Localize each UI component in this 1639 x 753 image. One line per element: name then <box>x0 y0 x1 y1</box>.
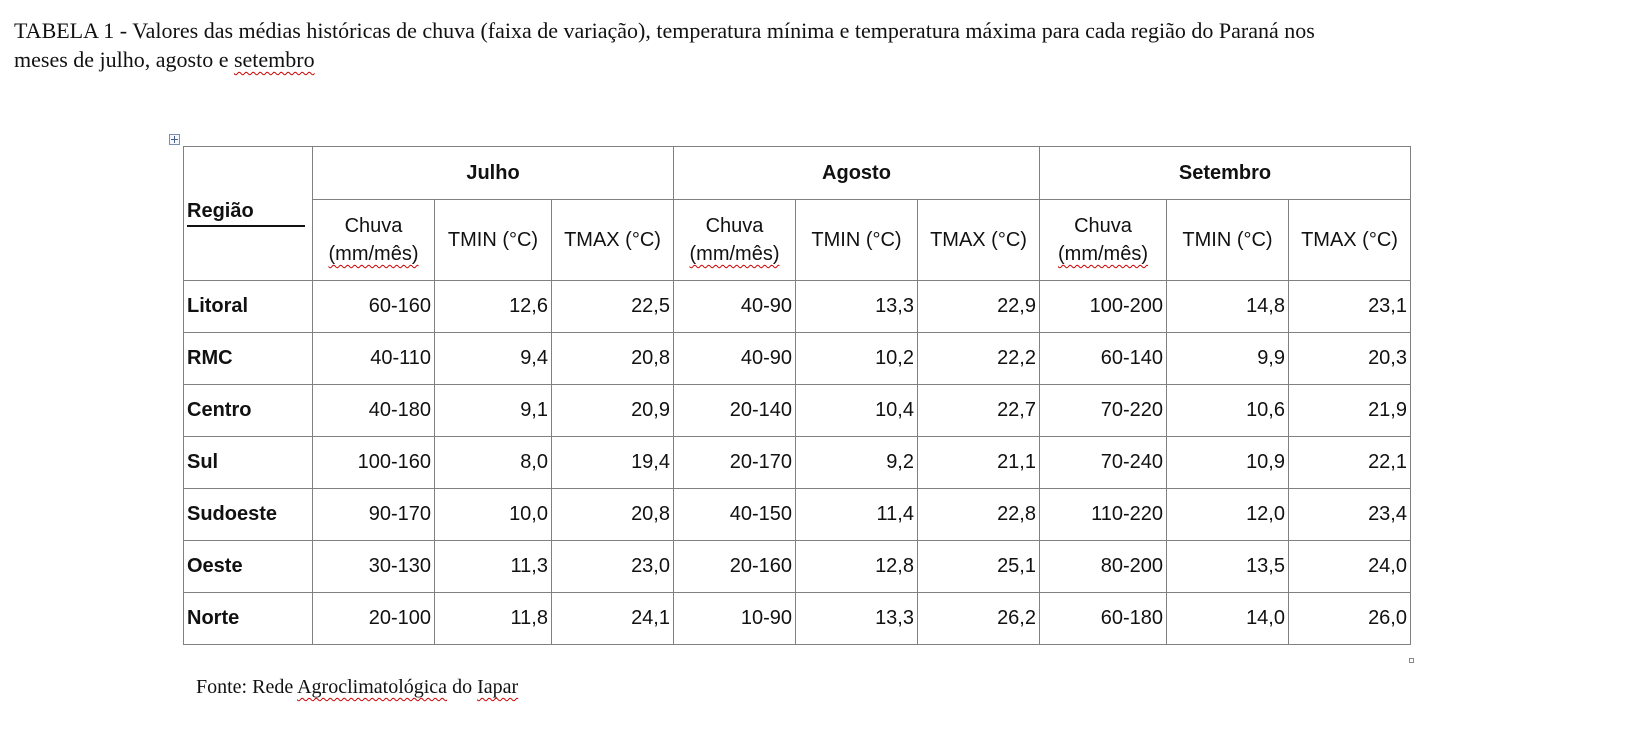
value-cell: 12,8 <box>796 541 918 593</box>
region-cell: RMC <box>184 333 313 385</box>
sub-header-row <box>184 200 1411 281</box>
region-cell: Sudoeste <box>184 489 313 541</box>
table-row <box>184 437 1411 489</box>
region-cell: Sul <box>184 437 313 489</box>
value-cell: 10,9 <box>1167 437 1289 489</box>
tmin-header: TMIN (°C) <box>435 200 552 281</box>
table-resize-handle[interactable] <box>1409 658 1414 663</box>
table-caption <box>14 16 1624 74</box>
source-org-name: Iapar <box>477 676 519 698</box>
value-cell: 22,7 <box>918 385 1040 437</box>
value-cell: 23,4 <box>1289 489 1411 541</box>
value-cell: 9,9 <box>1167 333 1289 385</box>
table-row <box>184 593 1411 645</box>
table-move-handle-icon[interactable] <box>169 134 180 145</box>
caption-line-2 <box>14 45 1624 74</box>
value-cell: 90-170 <box>313 489 435 541</box>
spellcheck-word: setembro <box>233 47 315 72</box>
value-cell: 23,0 <box>552 541 674 593</box>
month-header-setembro: Setembro <box>1040 147 1411 200</box>
table-row <box>184 489 1411 541</box>
value-cell: 11,4 <box>796 489 918 541</box>
value-cell: 13,5 <box>1167 541 1289 593</box>
region-cell: Centro <box>184 385 313 437</box>
region-cell: Litoral <box>184 281 313 333</box>
value-cell: 22,1 <box>1289 437 1411 489</box>
value-cell: 11,3 <box>435 541 552 593</box>
value-cell: 40-180 <box>313 385 435 437</box>
month-header-julho: Julho <box>313 147 674 200</box>
value-cell: 24,0 <box>1289 541 1411 593</box>
source-connector: do <box>447 676 478 698</box>
region-column-header <box>184 147 313 281</box>
table-row <box>184 333 1411 385</box>
caption-line-1: TABELA 1 - Valores das médias históricas de chuva (faixa de variação), temperatura mínima e temperatura máxima para cada região do Paraná nos <box>14 18 1315 43</box>
value-cell: 11,8 <box>435 593 552 645</box>
value-cell: 20,3 <box>1289 333 1411 385</box>
source-prefix: Fonte: Rede <box>196 676 298 698</box>
value-cell: 26,2 <box>918 593 1040 645</box>
value-cell: 70-240 <box>1040 437 1167 489</box>
value-cell: 26,0 <box>1289 593 1411 645</box>
tmin-header: TMIN (°C) <box>1167 200 1289 281</box>
value-cell: 60-160 <box>313 281 435 333</box>
value-cell: 80-200 <box>1040 541 1167 593</box>
tmax-header: TMAX (°C) <box>552 200 674 281</box>
tmax-header: TMAX (°C) <box>918 200 1040 281</box>
table-row <box>184 541 1411 593</box>
value-cell: 21,1 <box>918 437 1040 489</box>
tmin-header: TMIN (°C) <box>796 200 918 281</box>
value-cell: 22,8 <box>918 489 1040 541</box>
value-cell: 10,4 <box>796 385 918 437</box>
value-cell: 22,5 <box>552 281 674 333</box>
value-cell: 20-160 <box>674 541 796 593</box>
chuva-unit: (mm/mês) <box>689 243 780 265</box>
value-cell: 20-170 <box>674 437 796 489</box>
value-cell: 10,6 <box>1167 385 1289 437</box>
month-header-agosto: Agosto <box>674 147 1040 200</box>
value-cell: 100-200 <box>1040 281 1167 333</box>
value-cell: 19,4 <box>552 437 674 489</box>
value-cell: 21,9 <box>1289 385 1411 437</box>
region-cell: Norte <box>184 593 313 645</box>
chuva-label: Chuva <box>705 215 764 237</box>
value-cell: 13,3 <box>796 593 918 645</box>
value-cell: 13,3 <box>796 281 918 333</box>
table-row <box>184 385 1411 437</box>
value-cell: 10,0 <box>435 489 552 541</box>
chuva-unit: (mm/mês) <box>328 243 419 265</box>
caption-line-2-text: meses de julho, agosto e <box>14 47 234 72</box>
value-cell: 100-160 <box>313 437 435 489</box>
value-cell: 20,8 <box>552 333 674 385</box>
value-cell: 60-140 <box>1040 333 1167 385</box>
value-cell: 10-90 <box>674 593 796 645</box>
chuva-header <box>313 200 435 281</box>
chuva-header <box>674 200 796 281</box>
value-cell: 22,9 <box>918 281 1040 333</box>
value-cell: 60-180 <box>1040 593 1167 645</box>
table-body <box>184 281 1411 645</box>
value-cell: 30-130 <box>313 541 435 593</box>
region-cell: Oeste <box>184 541 313 593</box>
value-cell: 9,1 <box>435 385 552 437</box>
climate-table <box>183 146 1411 645</box>
tmax-header: TMAX (°C) <box>1289 200 1411 281</box>
value-cell: 9,4 <box>435 333 552 385</box>
chuva-label: Chuva <box>344 215 403 237</box>
value-cell: 24,1 <box>552 593 674 645</box>
chuva-header <box>1040 200 1167 281</box>
value-cell: 25,1 <box>918 541 1040 593</box>
table-row <box>184 281 1411 333</box>
value-cell: 12,0 <box>1167 489 1289 541</box>
value-cell: 70-220 <box>1040 385 1167 437</box>
value-cell: 40-150 <box>674 489 796 541</box>
value-cell: 20,8 <box>552 489 674 541</box>
chuva-label: Chuva <box>1074 215 1132 237</box>
value-cell: 12,6 <box>435 281 552 333</box>
value-cell: 14,8 <box>1167 281 1289 333</box>
value-cell: 40-110 <box>313 333 435 385</box>
value-cell: 22,2 <box>918 333 1040 385</box>
value-cell: 20-140 <box>674 385 796 437</box>
value-cell: 14,0 <box>1167 593 1289 645</box>
value-cell: 40-90 <box>674 333 796 385</box>
month-header-row <box>184 147 1411 200</box>
value-cell: 20-100 <box>313 593 435 645</box>
source-note <box>196 676 518 699</box>
value-cell: 110-220 <box>1040 489 1167 541</box>
source-org-word: Agroclimatológica <box>297 676 448 698</box>
value-cell: 23,1 <box>1289 281 1411 333</box>
value-cell: 40-90 <box>674 281 796 333</box>
region-header-label: Região <box>187 200 305 227</box>
value-cell: 20,9 <box>552 385 674 437</box>
chuva-unit: (mm/mês) <box>1058 243 1148 265</box>
value-cell: 10,2 <box>796 333 918 385</box>
value-cell: 9,2 <box>796 437 918 489</box>
value-cell: 8,0 <box>435 437 552 489</box>
